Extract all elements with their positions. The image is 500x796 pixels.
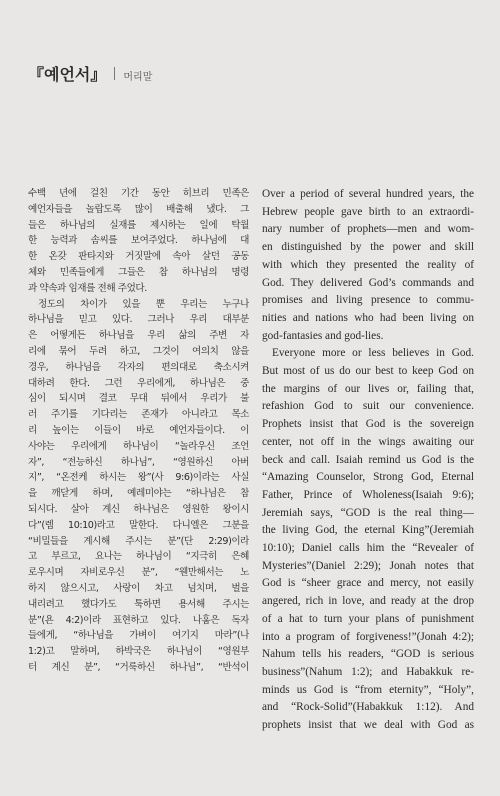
english-line: God is “sheer grace and mercy, not easily <box>262 577 474 590</box>
korean-line: 은 어떻게든 하나님을 우리 삶의 주변 자 <box>28 330 249 342</box>
korean-line: 한 온갖 판타지와 거짓말에 속아 살던 공동 <box>28 251 249 263</box>
english-text-column <box>262 186 474 735</box>
english-line: nary number of prophets—men and wom- <box>262 223 474 236</box>
korean-line: 대하려 한다. 그런 우리에게, 하나님은 중 <box>28 377 249 389</box>
english-line: Hebrew people gave birth to an extraordi- <box>262 205 474 218</box>
english-line: with which they presented the reality of <box>262 258 474 271</box>
korean-line: 사야는 우리에게 하나님이 “놀라우신 조언 <box>28 440 249 452</box>
english-line: Everyone more or less believes in God. <box>272 347 474 360</box>
korean-text-column <box>28 186 249 676</box>
english-line: minds us God is “from eternity”, “Holy”, <box>262 683 474 696</box>
english-line: center, not off in the wings awaiting our <box>262 435 474 448</box>
english-line: Jeremiah says, “GOD is the real thing— <box>262 506 474 519</box>
english-line: god-fantasies and god-lies. <box>262 329 384 342</box>
korean-line: 1:2)고 말하며, 하박국은 하나님이 “영원부 <box>28 646 249 658</box>
korean-line: 자”, “전능하신 하나님”, “영원하신 아버 <box>28 456 249 468</box>
korean-line: 들은 하나님의 실재를 제시하는 일에 탁월 <box>28 219 249 231</box>
korean-line: 러 주기를 기다리는 존재가 아니라고 목소 <box>28 409 249 421</box>
book-title: 『예언서』 <box>28 65 107 84</box>
korean-line: 체와 민족들에게 그들은 참 하나님의 명령 <box>28 266 249 278</box>
english-line: the margins of our lives or, failing that, <box>262 382 474 395</box>
english-line: Father, Prince of Wholeness(Isaiah 9:6); <box>262 488 474 501</box>
english-line: promises and living presence to commu- <box>262 294 474 307</box>
english-line: 10:10); Daniel calls him the “Revealer of <box>262 542 474 555</box>
korean-line: 을 깨닫게 하며, 예레미야는 “하나님은 참 <box>28 488 249 500</box>
korean-line: 지”, “온전케 하시는 왕”(사 9:6)이라는 사실 <box>28 472 249 484</box>
english-line: Nahum tells his readers, “GOD is serious <box>262 648 474 661</box>
english-line: prophets insist that we deal with God as <box>262 719 474 732</box>
korean-line: “비밀들을 계시해 주시는 분”(단 2:29)이라 <box>28 535 249 547</box>
english-line: nities and nations who had been living on <box>262 311 474 324</box>
english-line: beck and call. Isaiah remind us God is the <box>262 453 474 466</box>
korean-line: 리에 묶어 두려 하고, 그것이 여의치 않을 <box>28 345 249 357</box>
korean-line: 과 약속과 임재를 전해 주었다. <box>28 282 147 294</box>
korean-line: 터 계신 분”, “거룩하신 하나님”, “반석이 <box>28 661 249 673</box>
korean-line: 리 높이는 이들이 바로 예언자들이다. 이 <box>28 424 249 436</box>
english-line: into a program of forgiveness!”(Jonah 4:2); <box>262 630 474 643</box>
korean-line: 경우, 하나님을 각자의 편의대로 축소시켜 <box>28 361 249 373</box>
english-line: en distinguished by the power and skill <box>262 241 474 254</box>
english-line: angered, rich in love, and ready at the drop <box>262 595 474 608</box>
korean-line: 예언자들을 놀랍도록 많이 배출해 냈다. 그 <box>28 203 249 215</box>
korean-line: 하지 않으시고, 사랑이 차고 넘치며, 벌을 <box>28 582 249 594</box>
english-line: refashion God to suit our convenience. <box>262 400 474 413</box>
korean-line: 로우시며 자비로우신 분”, “웬만해서는 노 <box>28 567 249 579</box>
english-line: Prophets insist that God is the sovereign <box>262 418 474 431</box>
korean-line: 되시다. 살아 계신 하나님은 영원한 왕이시 <box>28 503 249 515</box>
english-line: business”(Nahum 1:2); and Habakkuk re- <box>262 665 474 678</box>
english-line: Mysteries”(Daniel 2:29); Jonah notes that <box>262 559 474 572</box>
korean-line: 정도의 차이가 있을 뿐 우리는 누구나 <box>38 298 249 310</box>
english-line: the living God, the eternal King”(Jeremiah <box>262 524 474 537</box>
page-header <box>28 62 152 85</box>
header-divider <box>114 67 115 80</box>
korean-line: 내리려고 했다가도 툭하면 용서해 주시는 <box>28 598 249 610</box>
korean-line: 다”(렘 10:10)라고 말한다. 다니엘은 그분을 <box>28 519 249 531</box>
english-line: God. They delivered God’s commands and <box>262 276 474 289</box>
section-label: 머리말 <box>123 72 153 83</box>
korean-line: 하나님을 믿고 있다. 그러나 우리 대부분 <box>28 314 249 326</box>
korean-line: 한 능력과 솜씨를 보여주었다. 하나님에 대 <box>28 235 249 247</box>
english-line: “Amazing Counselor, Strong God, Eternal <box>262 471 474 484</box>
english-line: Over a period of several hundred years, the <box>262 188 474 200</box>
korean-line: 분”(욘 4:2)이라 표현하고 있다. 나훔은 독자 <box>28 614 249 626</box>
english-line: of a hat to turn your plans of punishment <box>262 612 474 625</box>
english-line: But most of us do our best to keep God on <box>262 365 474 378</box>
korean-line: 고 부르고, 요나는 하나님이 “지극히 은혜 <box>28 551 249 563</box>
korean-line: 들에게, “하나님을 가벼이 여기지 마라”(나 <box>28 630 249 642</box>
korean-line: 심이 되시며 결코 무대 뒤에서 우리가 불 <box>28 393 249 405</box>
english-line: and “Rock-Solid”(Habakkuk 1:12). And <box>262 701 474 714</box>
korean-line: 수백 년에 걸친 기간 동안 히브리 민족은 <box>28 188 249 199</box>
